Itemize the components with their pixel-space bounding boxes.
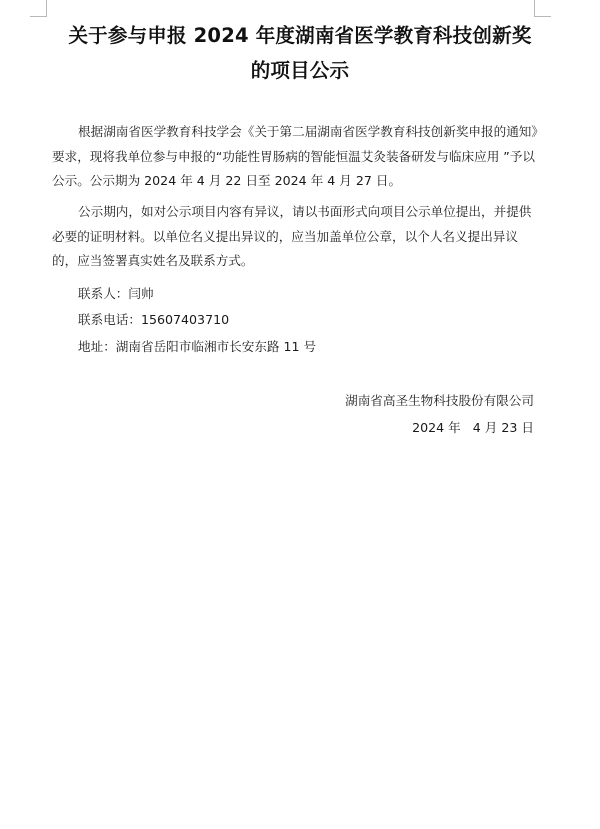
body-paragraph-1: 根据湖南省医学教育科技学会《关于第二届湖南省医学教育科技创新奖申报的通知》要求，现将我单位参与申报的“功能性胃肠病的智能恒温艾灸装备研发与临床应用 ”予以公示。公示期为 2024 年 4 月 22 日至 2024 年 4 月 27 日。 <box>52 124 538 188</box>
signature-company: 湖南省高圣生物科技股份有限公司 <box>345 393 534 408</box>
crop-mark-top-right <box>534 0 551 17</box>
contact-address: 地址：湖南省岳阳市临湘市长安东路 11 号 <box>78 339 317 354</box>
document-title-line-1: 关于参与申报 2024 年度湖南省医学教育科技创新奖 <box>68 24 532 47</box>
signature-date: 2024 年 4 月 23 日 <box>412 420 534 435</box>
contact-phone: 联系电话：15607403710 <box>78 312 230 327</box>
body-paragraph-2: 公示期内，如对公示项目内容有异议，请以书面形式向项目公示单位提出，并提供必要的证明材料。以单位名义提出异议的，应当加盖单位公章，以个人名义提出异议的，应当签署真实姓名及联系方式。 <box>52 204 532 268</box>
crop-mark-top-left <box>30 0 47 17</box>
contact-person: 联系人：闫帅 <box>78 286 154 301</box>
document-title-line-2: 的项目公示 <box>250 59 350 82</box>
